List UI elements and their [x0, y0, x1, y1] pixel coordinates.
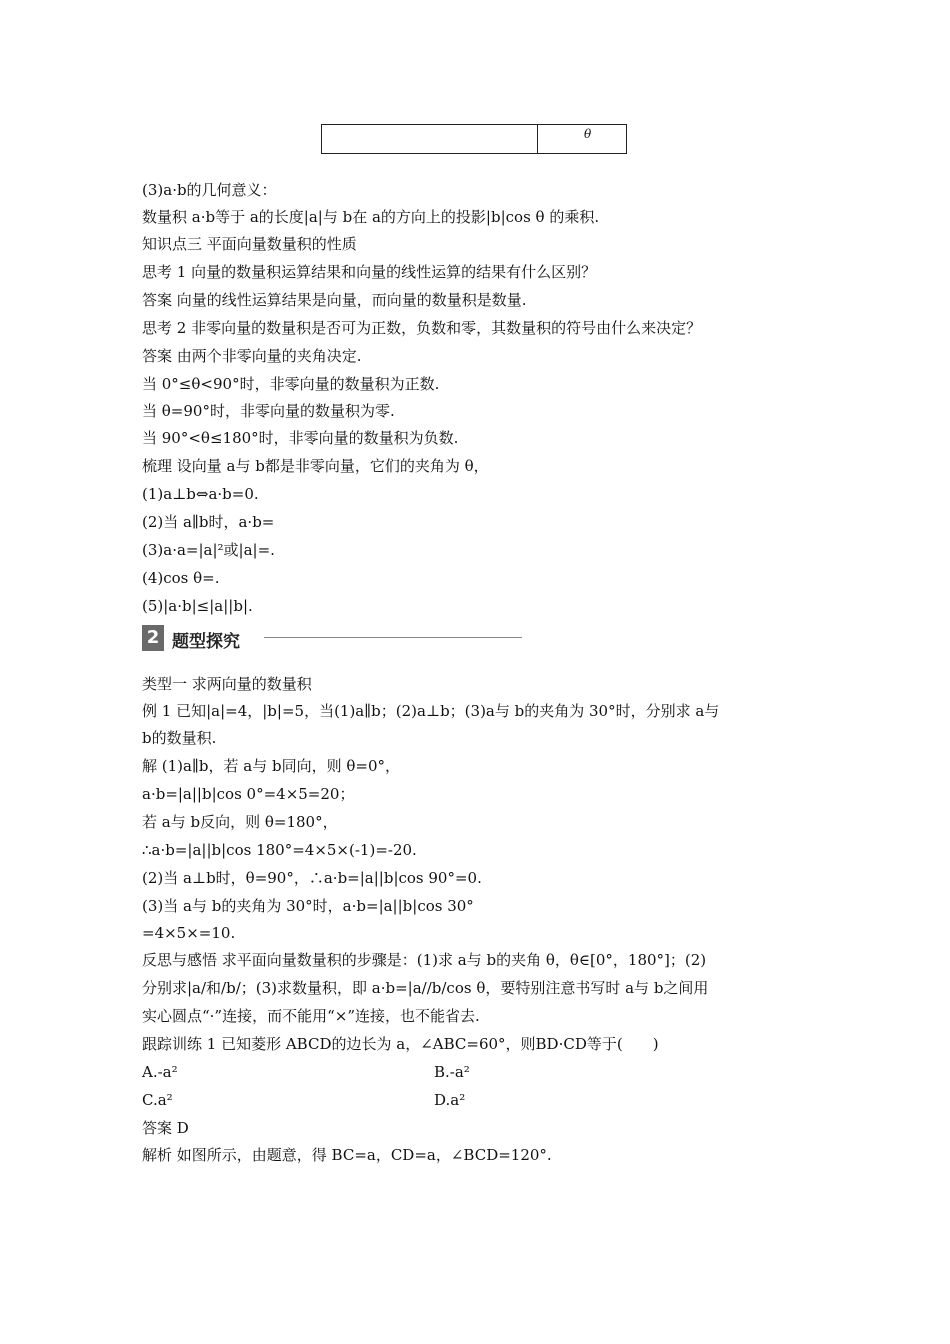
text-line: (3)当 a与 b的夹角为 30°时，a·b=|a||b|cos 30°	[142, 897, 474, 915]
text-line: 解 (1)a∥b，若 a与 b同向，则 θ=0°，	[142, 757, 400, 775]
option-d: D.a²	[434, 1091, 466, 1109]
section-title: 题型探究	[172, 632, 240, 652]
text-line: 思考 1 向量的数量积运算结果和向量的线性运算的结果有什么区别？	[142, 263, 597, 281]
knowledge-point-heading: 知识点三 平面向量数量积的性质	[142, 235, 357, 253]
text-line: 当 0°≤θ<90°时，非零向量的数量积为正数.	[142, 375, 440, 393]
text-line: 分别求|a/和/b/；(3)求数量积，即 a·b=|a//b/cos θ，要特别注意书写时 a与 b之间用	[142, 979, 709, 997]
text-line: 梳理 设向量 a与 b都是非零向量，它们的夹角为 θ，	[142, 457, 489, 475]
text-line: 若 a与 b反向，则 θ=180°，	[142, 813, 338, 831]
table-fragment	[321, 124, 627, 154]
table-divider	[537, 125, 538, 153]
text-line: 当 90°<θ≤180°时，非零向量的数量积为负数.	[142, 429, 459, 447]
table-theta: θ	[584, 127, 592, 141]
text-line: 答案 由两个非零向量的夹角决定.	[142, 347, 362, 365]
analysis-line: 解析 如图所示，由题意，得 BC=a，CD=a，∠BCD=120°.	[142, 1146, 552, 1164]
text-line: 例 1 已知|a|=4，|b|=5，当(1)a∥b；(2)a⊥b；(3)a与 b的夹角为 30°时，分别求 a与	[142, 702, 720, 720]
text-line: 思考 2 非零向量的数量积是否可为正数，负数和零，其数量积的符号由什么来决定？	[142, 319, 702, 337]
text-line: 当 θ=90°时，非零向量的数量积为零.	[142, 402, 395, 420]
answer-line: 答案 D	[142, 1119, 189, 1137]
text-line: a·b=|a||b|cos 0°=4×5=20；	[142, 785, 355, 803]
text-line: 答案 向量的线性运算结果是向量，而向量的数量积是数量.	[142, 291, 527, 309]
text-line: (5)|a·b|≤|a||b|.	[142, 597, 253, 615]
text-line: 跟踪训练 1 已知菱形 ABCD的边长为 a，∠ABC=60°，则BD·CD等于( )	[142, 1035, 659, 1053]
section-header	[142, 625, 522, 651]
text-line: 实心圆点“·”连接，而不能用“×”连接，也不能省去.	[142, 1007, 480, 1025]
section-number: 2	[142, 625, 164, 651]
text-line: =4×5×=10.	[142, 924, 236, 942]
option-b: B.-a²	[434, 1063, 470, 1081]
section-rule	[264, 637, 522, 638]
text-line: (2)当 a⊥b时，θ=90°，∴a·b=|a||b|cos 90°=0.	[142, 869, 482, 887]
text-line: (3)a·a=|a|²或|a|=.	[142, 541, 275, 559]
text-line: (1)a⊥b⇔a·b=0.	[142, 485, 259, 503]
option-c: C.a²	[142, 1091, 173, 1109]
text-line: (2)当 a∥b时，a·b=	[142, 513, 275, 531]
text-line: (3)a·b的几何意义：	[142, 181, 277, 199]
text-line: (4)cos θ=.	[142, 569, 220, 587]
type-heading: 类型一 求两向量的数量积	[142, 675, 312, 693]
text-line: 反思与感悟 求平面向量数量积的步骤是：(1)求 a与 b的夹角 θ，θ∈[0°，180°]；(2)	[142, 951, 707, 969]
text-line: 数量积 a·b等于 a的长度|a|与 b在 a的方向上的投影|b|cos θ 的乘积.	[142, 208, 600, 226]
option-a: A.-a²	[142, 1063, 178, 1081]
text-line: b的数量积.	[142, 729, 217, 747]
text-line: ∴a·b=|a||b|cos 180°=4×5×(-1)=-20.	[142, 841, 417, 859]
